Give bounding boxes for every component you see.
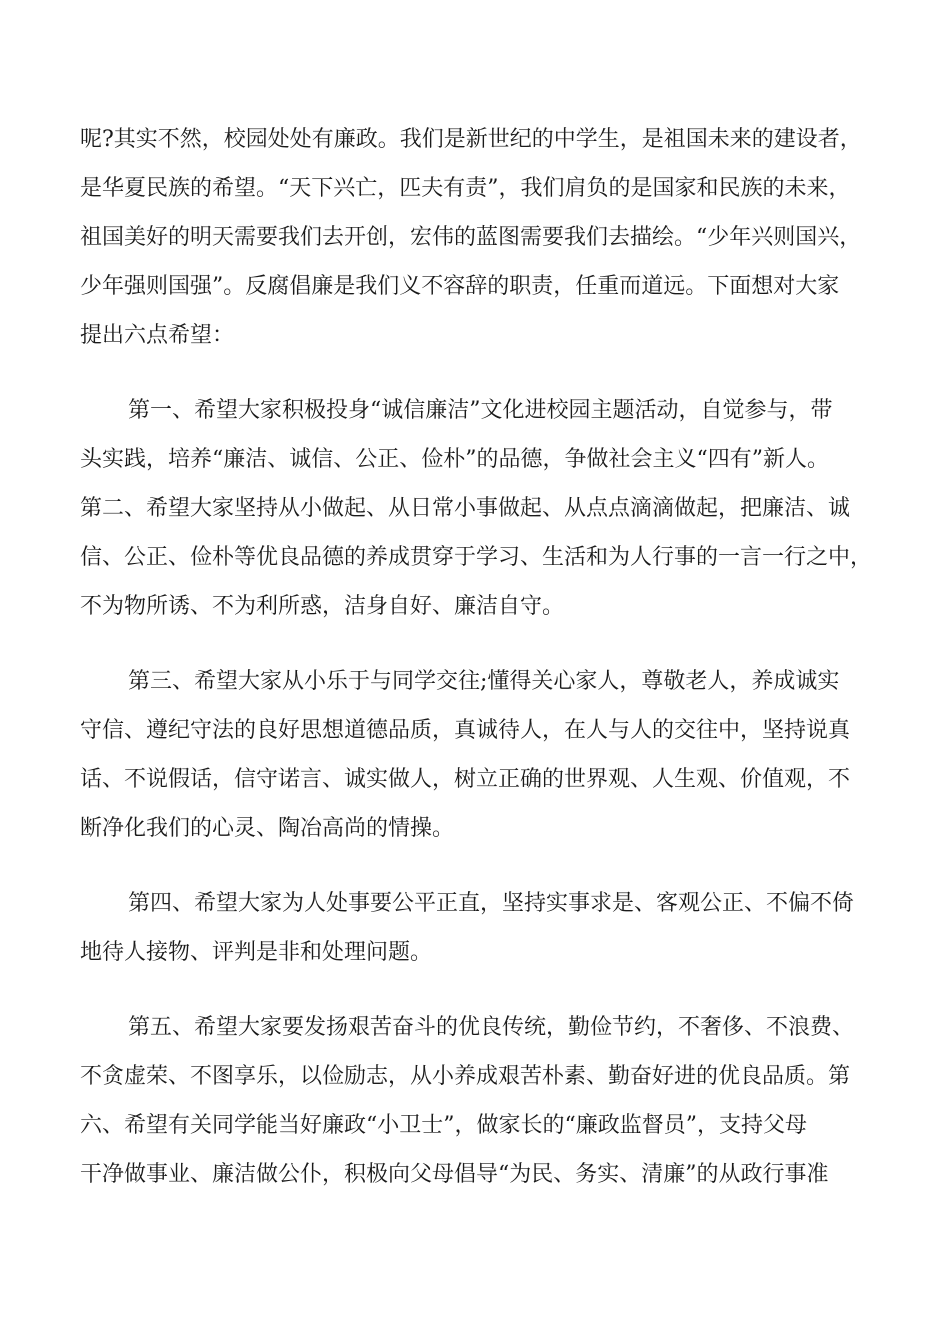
text-line: 不贪虚荣、不图享乐，以俭励志，从小养成艰苦朴素、勤奋好进的优良品质。第 xyxy=(80,1064,851,1089)
text-line: 信、公正、俭朴等优良品德的养成贯穿于学习、生活和为人行事的一言一行之中， xyxy=(80,545,873,570)
text-line: 地待人接物、评判是非和处理问题。 xyxy=(80,940,433,965)
text-line: 六、希望有关同学能当好廉政“小卫士”，做家长的“廉政监督员”，支持父母 xyxy=(80,1113,807,1138)
text-line: 头实践，培养“廉洁、诚信、公正、俭朴”的品德，争做社会主义“四有”新人。 xyxy=(80,447,829,472)
paragraph-first-line: 第三、希望大家从小乐于与同学交往;懂得关心家人，尊敬老人，养成诚实 xyxy=(128,669,840,694)
text-line: 话、不说假话，信守诺言、诚实做人，树立正确的世界观、人生观、价值观，不 xyxy=(80,767,851,792)
text-line: 呢?其实不然，校园处处有廉政。我们是新世纪的中学生，是祖国未来的建设者， xyxy=(80,127,862,152)
paragraph-first-line: 第五、希望大家要发扬艰苦奋斗的优良传统，勤俭节约，不奢侈、不浪费、 xyxy=(128,1015,855,1040)
text-line: 干净做事业、廉洁做公仆，积极向父母倡导“为民、务实、清廉”的从政行事准 xyxy=(80,1162,829,1187)
text-line: 第二、希望大家坚持从小做起、从日常小事做起、从点点滴滴做起，把廉洁、诚 xyxy=(80,496,851,521)
paragraph-first-line: 第一、希望大家积极投身“诚信廉洁”文化进校园主题活动，自觉参与，带 xyxy=(128,398,833,423)
text-line: 少年强则国强”。反腐倡廉是我们义不容辞的职责，任重而道远。下面想对大家 xyxy=(80,274,840,299)
text-line: 祖国美好的明天需要我们去开创，宏伟的蓝图需要我们去描绘。“少年兴则国兴， xyxy=(80,225,862,250)
text-line: 断净化我们的心灵、陶冶高尚的情操。 xyxy=(80,816,455,841)
paragraph-first-line: 第四、希望大家为人处事要公平正直，坚持实事求是、客观公正、不偏不倚 xyxy=(128,891,855,916)
text-line: 守信、遵纪守法的良好思想道德品质，真诚待人，在人与人的交往中，坚持说真 xyxy=(80,718,851,743)
text-line: 提出六点希望： xyxy=(80,323,235,348)
text-line: 是华夏民族的希望。“天下兴亡，匹夫有责”，我们肩负的是国家和民族的未来， xyxy=(80,176,851,201)
text-line: 不为物所诱、不为利所惑，洁身自好、廉洁自守。 xyxy=(80,594,565,619)
